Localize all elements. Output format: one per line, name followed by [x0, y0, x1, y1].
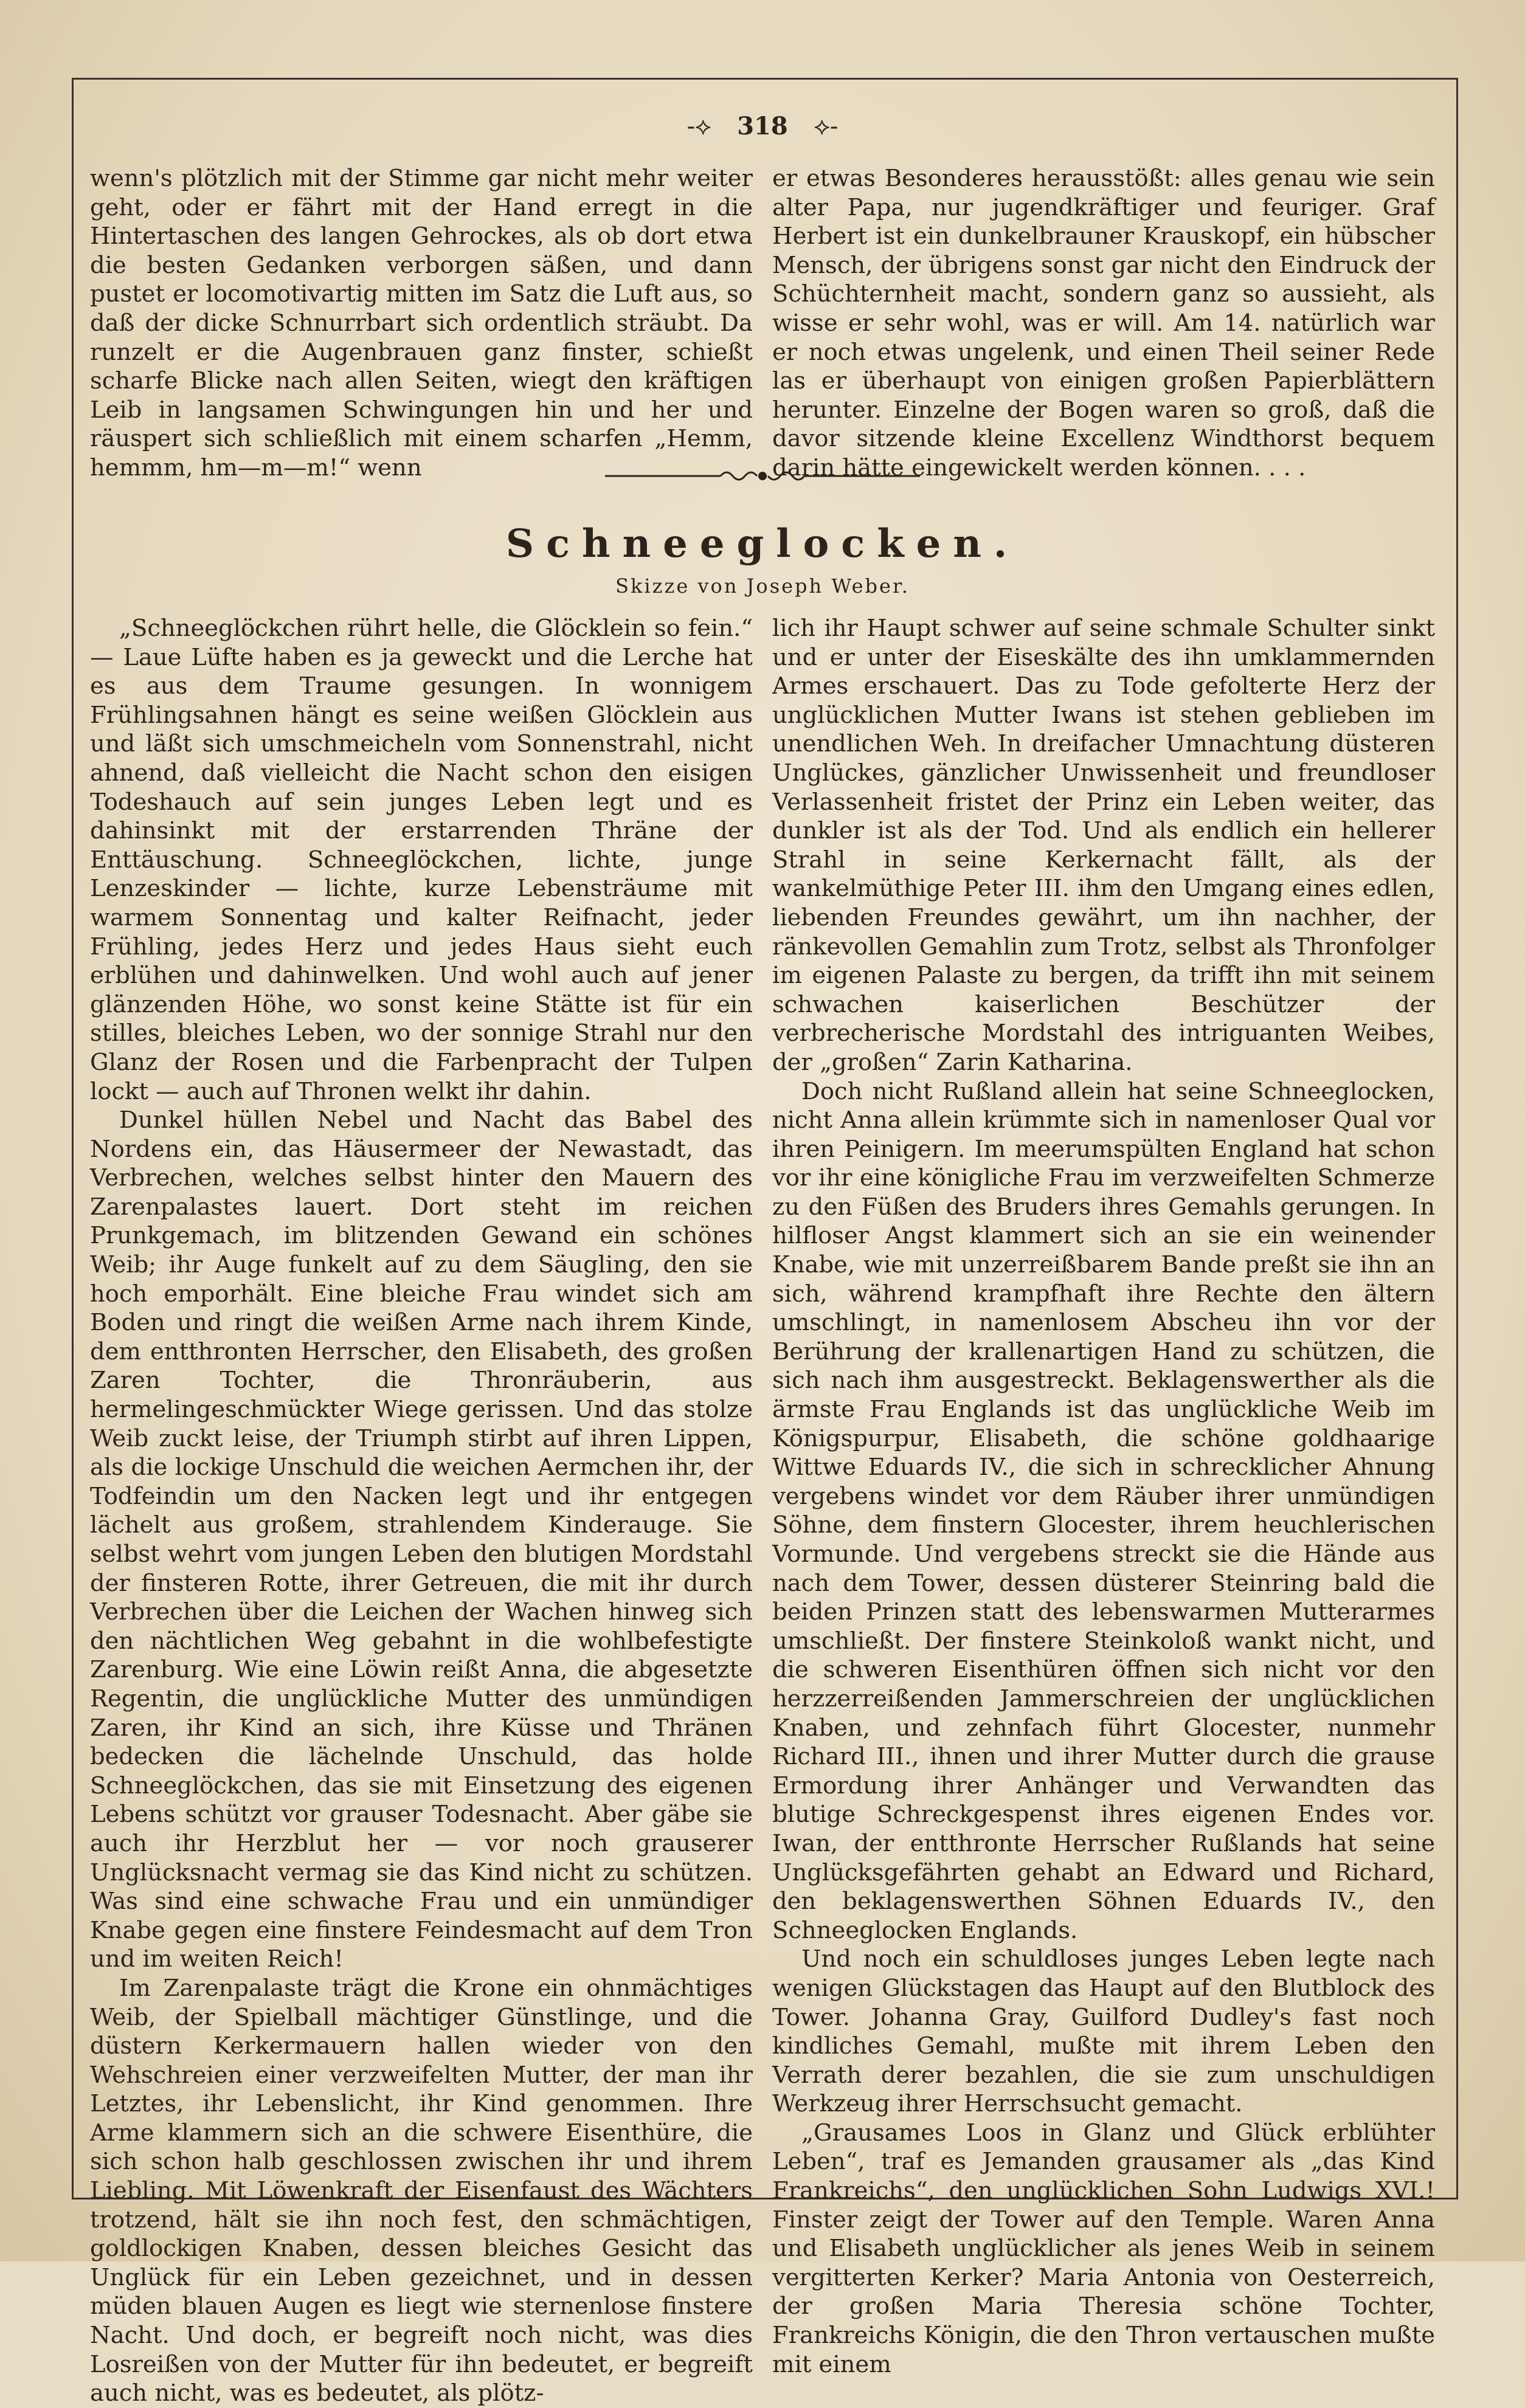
header-ornament-right: ⟡- — [814, 112, 839, 140]
article-paragraph: lich ihr Haupt schwer auf seine schmale Schulter sinkt und er unter der Eiseskälte des ihn umklammernden Armes erschauert. Das zu Tode gefolterte Herz der unglücklichen Mutter Iwans ist stehen geblieben im unendlichen Weh. In dreifacher Umnachtung düsteren Unglückes, gänzlicher Unwissenheit und freundloser Verlassenheit fristet der Prinz ein Leben weiter, das dunkler ist als der Tod. Und als endlich ein hellerer Strahl in seine Kerkernacht fällt, als der wankelmüthige Peter III. ihm den Umgang eines edlen, liebenden Freundes gewährt, um ihn nachher, der ränkevollen Gemahlin zum Trotz, selbst als Thronfolger im eigenen Palaste zu bergen, da trifft ihn mit seinem schwachen kaiserlichen Beschützer der verbrecherische Mordstahl des intriguanten Weibes, der „großen“ Zarin Katharina. — [772, 615, 1435, 1076]
page-header — [0, 102, 1525, 151]
article-paragraph: Doch nicht Rußland allein hat seine Schneeglocken, nicht Anna allein krümmte sich in namenloser Qual vor ihren Peinigern. Im meerumspülten England hat schon vor ihr eine königliche Frau im verzweifelten Schmerze zu den Füßen des Bruders ihres Gemahls gerungen. In hilfloser Angst klammert sich an sie ein weinender Knabe, wie mit unzerreißbarem Bande preßt sie ihn an sich, während krampfhaft ihre Rechte den ältern umschlingt, in namenlosem Abscheu ihn vor der Berührung der krallenartigen Hand zu schützen, die sich nach ihm ausgestreckt. Beklagenswerther als die ärmste Frau Englands ist das unglückliche Weib im Königspurpur, Elisabeth, die schöne goldhaarige Wittwe Eduards IV., die sich in schrecklicher Ahnung vergebens windet vor dem Räuber ihrer unmündigen Söhne, dem finstern Glocester, ihrem heuchlerischen Vormunde. Und vergebens streckt sie die Hände aus nach dem Tower, dessen düsterer Steinring bald die beiden Prinzen statt des lebenswarmen Mutterarmes umschließt. Der finstere Steinkoloß wankt nicht, und die schweren Eisenthüren öffnen sich nicht vor den herzzerreißenden Jammerschreien der unglücklichen Knaben, und zehnfach führt Glocester, nunmehr Richard III., ihnen und ihrer Mutter durch die grause Ermordung ihrer Anhänger und Verwandten das blutige Schreckgespenst ihres eigenen Endes vor. Iwan, der entthronte Herrscher Rußlands hat seine Unglücksgefährten gehabt an Edward und Richard, den beklagenswerthen Söhnen Eduards IV., den Schneeglocken Englands. — [772, 1077, 1435, 1944]
article-paragraph: Dunkel hüllen Nebel und Nacht das Babel des Nordens ein, das Häusermeer der Newastadt, das Verbrechen, welches selbst hinter den Mauern des Zarenpalastes lauert. Dort steht im reichen Prunkgemach, im blitzenden Gewand ein schönes Weib; ihr Auge funkelt auf zu dem Säugling, den sie hoch emporhält. Eine bleiche Frau windet sich am Boden und ringt die weißen Arme nach ihrem Kinde, dem entthronten Herrscher, den Elisabeth, des großen Zaren Tochter, die Thronräuberin, aus hermelingeschmückter Wiege gerissen. Und das stolze Weib zuckt leise, der Triumph stirbt auf ihren Lippen, als die lockige Unschuld die weichen Aermchen ihr, der Todfeindin um den Nacken legt und ihr entgegen lächelt aus großem, strahlendem Kinderauge. Sie selbst wehrt vom jungen Leben den blutigen Mordstahl der finsteren Rotte, ihrer Getreuen, die mit ihr durch Verbrechen über die Leichen der Wachen hinweg sich den nächtlichen Weg gebahnt in die wohlbefestigte Zarenburg. Wie eine Löwin reißt Anna, die abgesetzte Regentin, die unglückliche Mutter des unmündigen Zaren, ihr Kind an sich, ihre Küsse und Thränen bedecken die lächelnde Unschuld, das holde Schneeglöckchen, das sie mit Einsetzung des eigenen Lebens schützt vor grauser Todesnacht. Aber gäbe sie auch ihr Herzblut her — vor noch grauserer Unglücksnacht vermag sie das Kind nicht zu schützen. Was sind eine schwache Frau und ein unmündiger Knabe gegen eine finstere Feindesmacht auf dem Tron und im weiten Reich! — [90, 1106, 753, 1973]
section-divider-ornament — [605, 467, 920, 485]
article-column-left — [90, 614, 753, 2408]
article-paragraph: „Schneeglöckchen rührt helle, die Glöcklein so fein.“ — Laue Lüfte haben es ja geweckt und die Lerche hat es aus dem Traume gesungen. In wonnigem Frühlingsahnen hängt es seine weißen Glöcklein aus und läßt sich umschmeicheln vom Sonnenstrahl, nicht ahnend, daß vielleicht die Nacht schon den eisigen Todeshauch auf sein junges Leben legt und es dahinsinkt mit der erstarrenden Thräne der Enttäuschung. Schneeglöckchen, lichte, junge Lenzeskinder — lichte, kurze Lebensträume mit warmem Sonnentag und kalter Reifnacht, jeder Frühling, jedes Herz und jedes Haus sieht euch erblühen und dahinwelken. Und wohl auch auf jener glänzenden Höhe, wo sonst keine Stätte ist für ein stilles, bleiches Leben, wo der sonnige Strahl nur den Glanz der Rosen und die Farbenpracht der Tulpen lockt — auch auf Thronen welkt ihr dahin. — [90, 615, 753, 1105]
top-right-paragraph: er etwas Besonderes herausstößt: alles genau wie sein alter Papa, nur jugendkräftiger und feuriger. Graf Herbert ist ein dunkelbrauner Krauskopf, ein hübscher Mensch, der übrigens sonst gar nicht den Eindruck der Schüchternheit macht, sondern ganz so aussieht, als wisse er sehr wohl, was er will. Am 14. natürlich war er noch etwas ungelenk, und einen Theil seiner Rede las er überhaupt von einigen großen Papierblättern herunter. Einzelne der Bogen waren so groß, daß die davor sitzende kleine Excellenz Windthorst bequem darin hätte eingewickelt werden können. . . . — [772, 165, 1435, 481]
top-column-right — [772, 164, 1435, 483]
header-ornament-left: -⟡ — [686, 112, 711, 140]
article-paragraph: „Grausames Loos in Glanz und Glück erblühter Leben“, traf es Jemanden grausamer als „das Kind Frankreichs“, den unglücklichen Sohn Ludwigs XVI.! Finster zeigt der Tower auf den Temple. Waren Anna und Elisabeth unglücklicher als jenes Weib in seinem vergitterten Kerker? Maria Antonia von Oesterreich, der großen Maria Theresia schöne Tochter, Frankreichs Königin, die den Thron vertauschen mußte mit einem — [772, 2119, 1435, 2378]
top-left-paragraph: wenn's plötzlich mit der Stimme gar nicht mehr weiter geht, oder er fährt mit der Hand erregt in die Hintertaschen des langen Gehrockes, als ob dort etwa die besten Gedanken verborgen säßen, und dann pustet er locomotivartig mitten im Satz die Luft aus, so daß der dicke Schnurrbart sich ordentlich sträubt. Da runzelt er die Augenbrauen ganz finster, schießt scharfe Blicke nach allen Seiten, wiegt den kräftigen Leib in langsamen Schwingungen hin und her und räuspert sich schließlich mit einem scharfen „Hemm, hemmm, hm—m—m!“ wenn — [90, 165, 753, 481]
article-title: Schneeglocken. — [505, 521, 1020, 567]
page-number: 318 — [737, 112, 788, 140]
article-byline: Skizze von Joseph Weber. — [615, 574, 910, 598]
article-paragraph: Und noch ein schuldloses junges Leben legte nach wenigen Glückstagen das Haupt auf den Blutblock des Tower. Johanna Gray, Guilford Dudley's fast noch kindliches Gemahl, mußte mit ihrem Leben den Verrath derer bezahlen, die sie zum unschuldigen Werkzeug ihrer Herrschsucht gemacht. — [772, 1945, 1435, 2118]
article-column-right — [772, 614, 1435, 2379]
article-paragraph: Im Zarenpalaste trägt die Krone ein ohnmächtiges Weib, der Spielball mächtiger Günstlinge, und die düstern Kerkermauern hallen wieder von den Wehschreien einer verzweifelten Mutter, der man ihr Letztes, ihr Lebenslicht, ihr Kind genommen. Ihre Arme klammern sich an die schwere Eisenthüre, die sich schon halb geschlossen zwischen ihr und ihrem Liebling. Mit Löwenkraft der Eisenfaust des Wächters trotzend, hält sie ihn noch fest, den schmächtigen, goldlockigen Knaben, dessen bleiches Gesicht das Unglück für ein Leben gezeichnet, und in dessen müden blauen Augen es liegt wie sternenlose finstere Nacht. Und doch, er begreift noch nicht, was dies Losreißen von der Mutter für ihn bedeutet, er begreift auch nicht, was es bedeutet, als plötz- — [90, 1974, 753, 2407]
top-column-left — [90, 164, 753, 483]
